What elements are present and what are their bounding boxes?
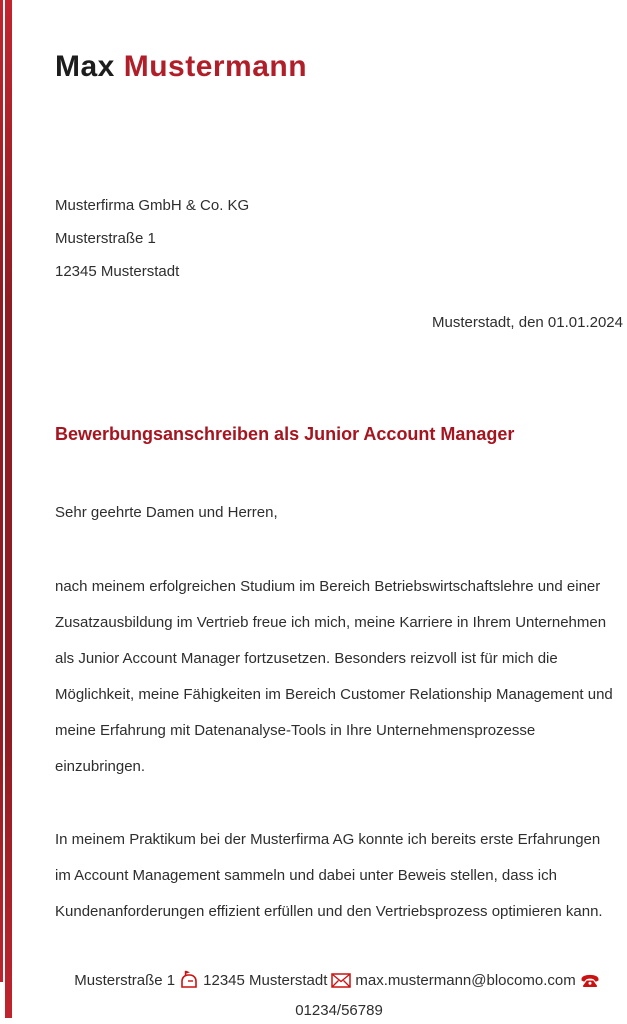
footer-city: 12345 Musterstadt [203,972,328,989]
recipient-street: Musterstraße 1 [55,230,156,247]
footer-contact-line [55,966,623,996]
body-line: Zusatzausbildung im Vertrieb freue ich mich, meine Karriere in Ihrem Unternehmen [55,614,607,631]
recipient-city: 12345 Musterstadt [55,263,180,280]
subject-line: Bewerbungsanschreiben als Junior Account Manager [55,424,515,444]
envelope-icon [331,973,351,988]
footer-email: max.mustermann@blocomo.com [355,972,576,989]
sender-first-name: Max [55,50,115,83]
body-line: als Junior Account Manager fortzusetzen. Besonders reizvoll ist für mich die [55,650,558,667]
sender-last-name: Mustermann [123,50,308,83]
body-line: meine Erfahrung mit Datenanalyse-Tools in Ihre Unternehmensprozesse [55,722,536,739]
recipient-address-block [55,189,249,288]
footer-contact-block [55,966,623,1024]
body-paragraph-2 [55,822,603,930]
body-line: In meinem Praktikum bei der Musterfirma AG konnte ich bereits erste Erfahrungen [55,831,601,848]
footer-street: Musterstraße 1 [74,972,176,989]
mailbox-icon [179,969,199,988]
footer-phone-number: 01234/56789 [295,1002,383,1019]
body-line: Möglichkeit, meine Fähigkeiten im Bereich Customer Relationship Management und [55,686,613,703]
body-line: im Account Management sammeln und dabei unter Beweis stellen, dass ich [55,867,557,884]
body-line: einzubringen. [55,758,146,775]
salutation: Sehr geehrte Damen und Herren, [55,504,278,521]
date-line: Musterstadt, den 01.01.2024 [432,314,623,331]
left-accent-bar-thin [0,0,3,982]
body-paragraph-1 [55,569,613,785]
body-line: Kundenanforderungen effizient erfüllen und den Vertriebsprozess optimieren kann. [55,903,603,920]
recipient-company: Musterfirma GmbH & Co. KG [55,197,250,214]
body-line: nach meinem erfolgreichen Studium im Bereich Betriebswirtschaftslehre und einer [55,578,601,595]
telephone-icon [580,971,600,988]
sender-name [55,50,307,84]
left-accent-bar-thick [5,0,12,1018]
